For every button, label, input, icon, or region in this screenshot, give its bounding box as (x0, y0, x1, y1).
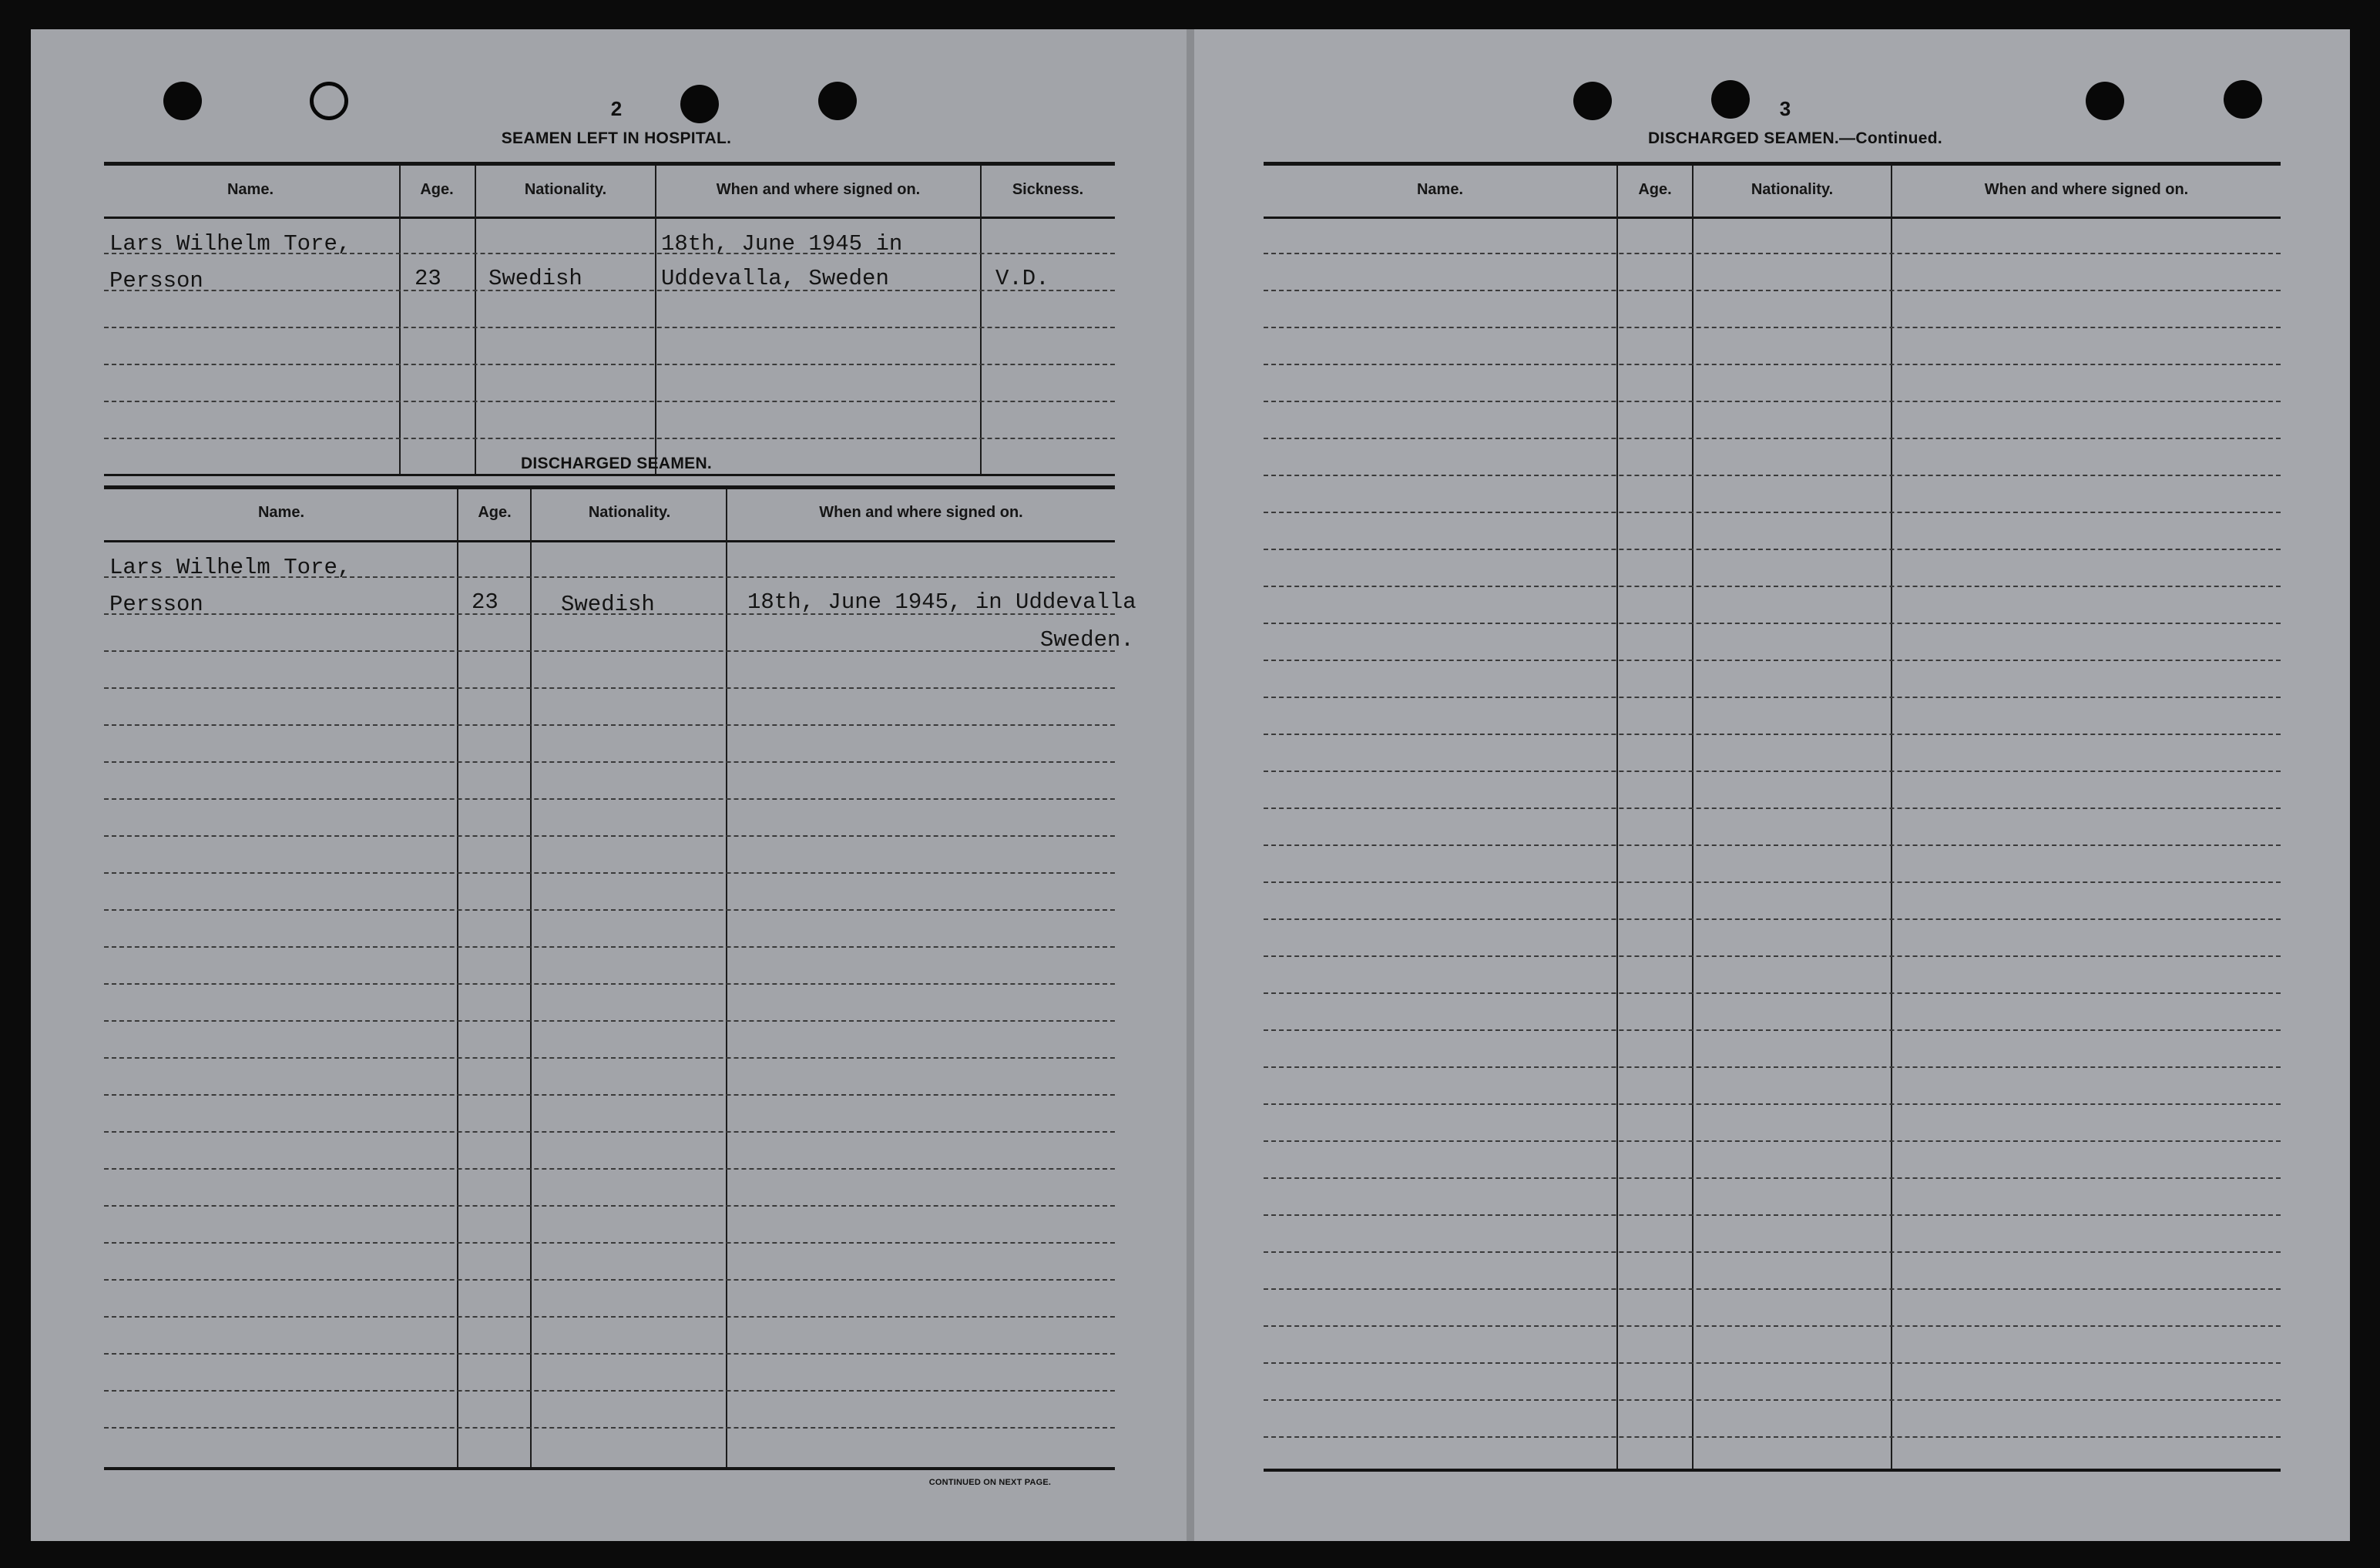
punch-hole (818, 82, 857, 120)
left-page (31, 29, 1187, 1541)
ruled-line (1264, 734, 2281, 735)
punch-hole (1711, 80, 1750, 119)
header-rule (104, 217, 1115, 219)
ruled-line (104, 835, 1115, 837)
hospital-col-name: Name. (227, 181, 274, 198)
hospital-col-age: Age. (420, 181, 454, 198)
ruled-line (104, 1390, 1115, 1392)
discharged-nationality: Swedish (561, 592, 655, 617)
ruled-line (104, 1353, 1115, 1355)
column-divider (1891, 166, 1892, 1469)
ruled-line (1264, 881, 2281, 883)
ruled-line (104, 1205, 1115, 1207)
column-divider (1692, 166, 1694, 1469)
right-page (1194, 29, 2350, 1541)
punch-hole (310, 82, 348, 120)
hospital-nationality: Swedish (488, 266, 582, 291)
table-bottom-rule (104, 1467, 1115, 1470)
ruled-line (1264, 401, 2281, 402)
discharged-name-line2: Persson (109, 592, 203, 617)
ruled-line (1264, 844, 2281, 846)
ruled-line (1264, 549, 2281, 550)
ruled-line (104, 401, 1115, 402)
ruled-line (104, 1168, 1115, 1170)
ruled-line (104, 327, 1115, 328)
ruled-line (1264, 1288, 2281, 1290)
ruled-line (1264, 808, 2281, 809)
hospital-signed-line1: 18th, June 1945 in (661, 231, 903, 257)
ruled-line (104, 1427, 1115, 1429)
ruled-line (1264, 586, 2281, 587)
page-number: 3 (1779, 97, 1791, 120)
ruled-line (1264, 327, 2281, 328)
punch-hole (2224, 80, 2262, 119)
column-divider (655, 166, 656, 474)
ruled-line (1264, 1029, 2281, 1031)
column-divider (726, 489, 727, 1468)
ruled-line (104, 1316, 1115, 1318)
continued-footer: CONTINUED ON NEXT PAGE. (928, 1478, 1052, 1487)
ruled-line (1264, 364, 2281, 365)
ruled-line (1264, 1436, 2281, 1438)
ruled-line (104, 290, 1115, 291)
discharged-heading: DISCHARGED SEAMEN. (520, 455, 713, 472)
ruled-line (1264, 955, 2281, 957)
page-number: 2 (610, 97, 623, 120)
ruled-line (104, 761, 1115, 763)
hospital-age: 23 (415, 266, 441, 291)
punch-hole (680, 85, 719, 123)
ruled-line (104, 1057, 1115, 1059)
table-bottom-rule (104, 474, 1115, 476)
ruled-line (104, 650, 1115, 652)
hospital-sickness: V.D. (995, 266, 1049, 291)
ruled-line (104, 1020, 1115, 1022)
hospital-name-line2: Persson (109, 268, 203, 294)
ruled-line (1264, 438, 2281, 439)
hospital-heading: SEAMEN LEFT IN HOSPITAL. (501, 129, 732, 147)
discharged-signed-line1: 18th, June 1945, in Uddevalla (747, 589, 1136, 615)
ruled-line (1264, 1140, 2281, 1142)
hospital-col-nationality: Nationality. (524, 181, 607, 198)
ruled-line (104, 1279, 1115, 1281)
page-fold (1187, 29, 1194, 1541)
ruled-line (104, 438, 1115, 439)
ruled-line (1264, 1362, 2281, 1364)
continued-col-name: Name. (1416, 181, 1464, 198)
ruled-line (1264, 1214, 2281, 1216)
header-rule (104, 540, 1115, 542)
ruled-line (104, 364, 1115, 365)
ruled-line (104, 909, 1115, 911)
table-bottom-rule (1264, 1469, 2281, 1472)
column-divider (457, 489, 458, 1468)
ruled-line (104, 798, 1115, 800)
discharged-name-line1: Lars Wilhelm Tore, (109, 555, 351, 580)
hospital-col-signed-on: When and where signed on. (716, 181, 921, 198)
ruled-line (104, 1094, 1115, 1096)
continued-col-age: Age. (1638, 181, 1672, 198)
ruled-line (1264, 918, 2281, 920)
ruled-line (104, 1242, 1115, 1244)
ruled-line (104, 872, 1115, 874)
table-top-rule (104, 162, 1115, 166)
continued-col-signed-on: When and where signed on. (1984, 181, 2189, 198)
ruled-line (1264, 475, 2281, 476)
discharged-age: 23 (472, 589, 498, 615)
discharged-col-name: Name. (257, 504, 305, 521)
ruled-line (1264, 1251, 2281, 1253)
punch-hole (1573, 82, 1612, 120)
ruled-line (1264, 1103, 2281, 1105)
ruled-line (104, 1131, 1115, 1133)
ruled-line (1264, 623, 2281, 624)
ruled-line (1264, 1066, 2281, 1068)
hospital-name-line1: Lars Wilhelm Tore, (109, 231, 351, 257)
ruled-line (1264, 1399, 2281, 1401)
column-divider (980, 166, 982, 474)
column-divider (530, 489, 532, 1468)
hospital-col-sickness: Sickness. (1012, 181, 1084, 198)
ruled-line (1264, 697, 2281, 698)
column-divider (475, 166, 476, 474)
ruled-line (1264, 1325, 2281, 1327)
column-divider (1616, 166, 1618, 1469)
ruled-line (1264, 992, 2281, 994)
discharged-signed-line2: Sweden. (1040, 627, 1134, 653)
punch-hole (163, 82, 202, 120)
discharged-col-age: Age. (478, 504, 512, 521)
ruled-line (1264, 771, 2281, 772)
column-divider (399, 166, 401, 474)
ruled-line (1264, 290, 2281, 291)
discharged-col-signed-on: When and where signed on. (819, 504, 1023, 521)
table-top-rule (1264, 162, 2281, 166)
ruled-line (104, 724, 1115, 726)
ruled-line (104, 687, 1115, 689)
ruled-line (1264, 660, 2281, 661)
discharged-col-nationality: Nationality. (588, 504, 671, 521)
ruled-line (1264, 1177, 2281, 1179)
table-top-rule (104, 485, 1115, 489)
ruled-line (1264, 512, 2281, 513)
hospital-signed-line2: Uddevalla, Sweden (661, 266, 889, 291)
discharged-continued-heading: DISCHARGED SEAMEN.—Continued. (1647, 129, 1943, 147)
ruled-line (104, 983, 1115, 985)
header-rule (1264, 217, 2281, 219)
ruled-line (104, 946, 1115, 948)
punch-hole (2086, 82, 2124, 120)
scanned-document (31, 29, 2350, 1541)
ruled-line (1264, 253, 2281, 254)
continued-col-nationality: Nationality. (1751, 181, 1834, 198)
